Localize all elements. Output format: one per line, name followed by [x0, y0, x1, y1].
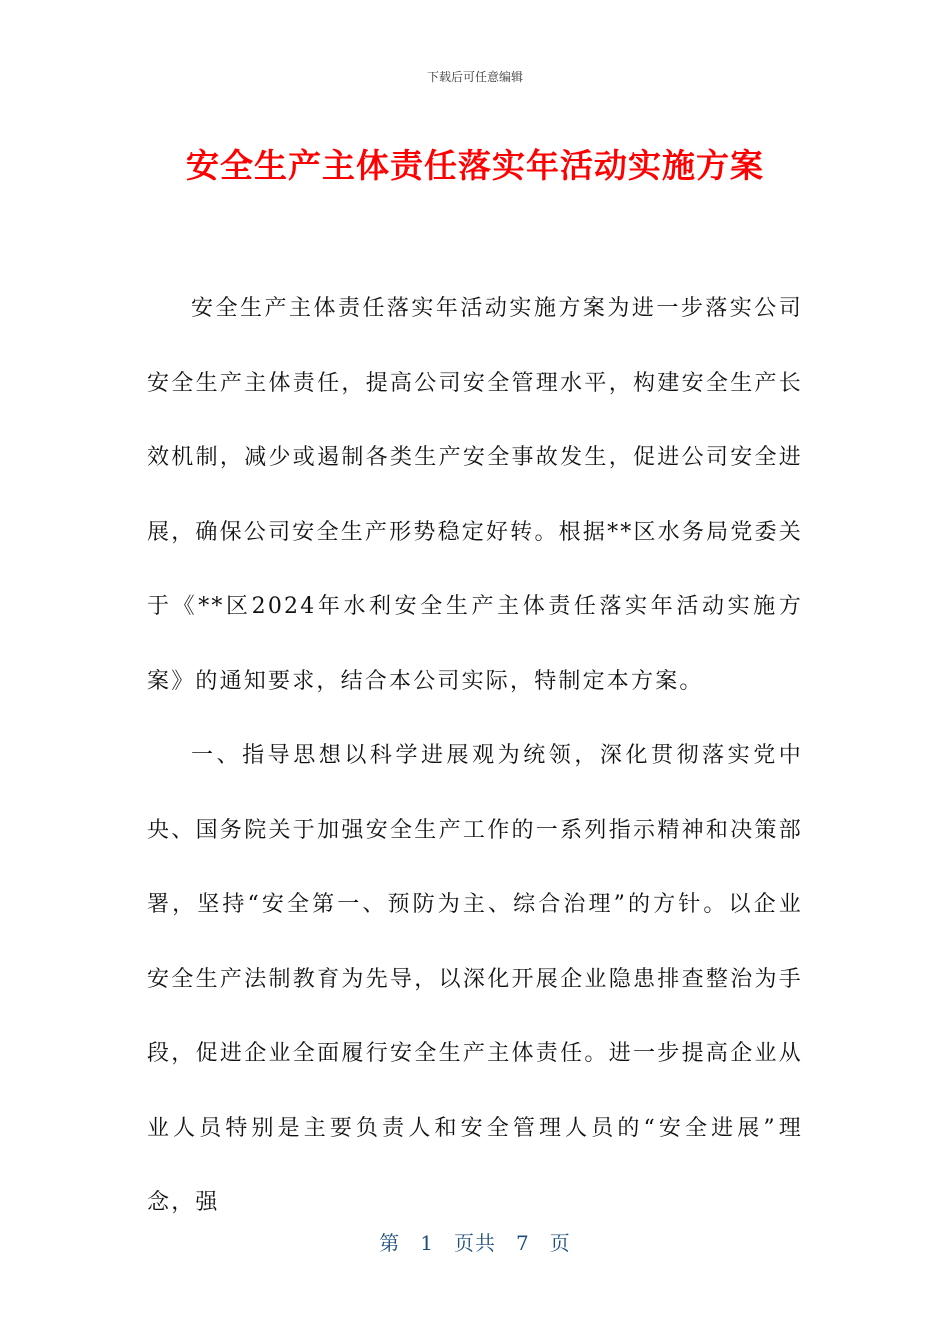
document-title: 安全生产主体责任落实年活动实施方案 [186, 146, 764, 185]
page-header-note: 下载后可任意编辑 [426, 70, 523, 84]
paragraph-intro: 安全生产主体责任落实年活动实施方案为进一步落实公司安全生产主体责任，提高公司安全管理水平，构建安全生产长效机制，减少或遏制各类生产安全事故发生，促进公司安全进展，确保公司安全生产形势稳定好转。根据**区水务局党委关于《**区2024年水利安全生产主体责任落实年活动实施方案》的通知要求，结合本公司实际，特制定本方案。 [147, 296, 803, 694]
footer-prefix: 第 [379, 1231, 401, 1255]
footer-suffix: 页 [549, 1231, 571, 1255]
footer-total-pages: 7 [516, 1231, 530, 1255]
page-footer [0, 1227, 950, 1256]
document-body [147, 272, 803, 1241]
footer-mid: 页共 [454, 1231, 496, 1255]
paragraph-guiding-ideology: 一、指导思想以科学进展观为统领，深化贯彻落实党中央、国务院关于加强安全生产工作的一系列指示精神和决策部署，坚持“安全第一、预防为主、综合治理”的方针。以企业安全生产法制教育为先导，以深化开展企业隐患排查整治为手段，促进企业全面履行安全生产主体责任。进一步提高企业从业人员特别是主要负责人和安全管理人员的“安全进展”理念，强 [147, 743, 803, 1215]
footer-current-page: 1 [420, 1231, 434, 1255]
